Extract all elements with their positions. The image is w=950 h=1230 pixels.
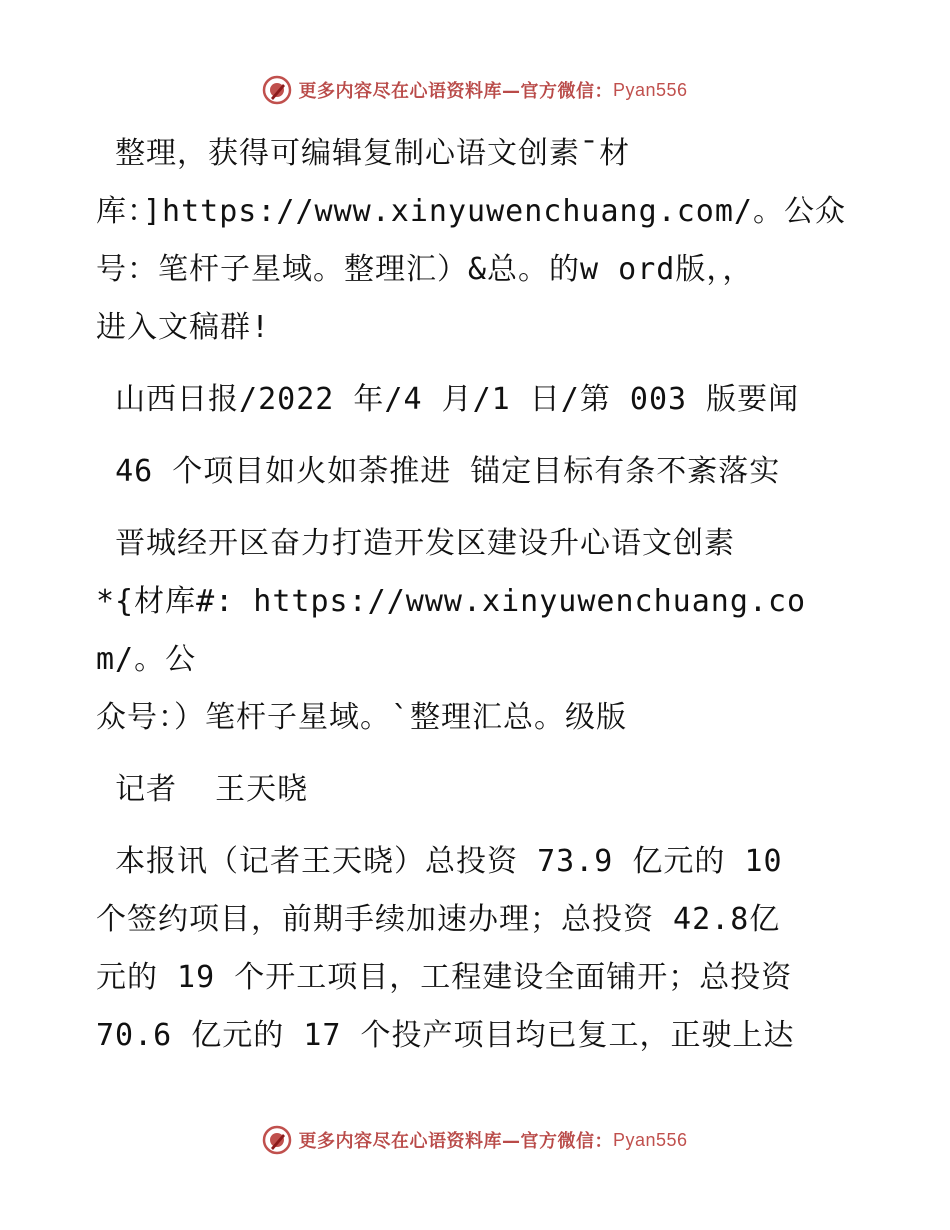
header-watermark-banner — [0, 70, 950, 110]
footer-watermark-banner — [0, 1120, 950, 1160]
pen-logo-icon — [262, 75, 292, 105]
article-headline: 46 个项目如火如荼推进 锚定目标有条不紊落实 — [96, 454, 781, 489]
banner-text: 更多内容尽在心语资料库—官方微信： — [298, 81, 613, 102]
reporter-byline: 记者 王天晓 — [96, 772, 309, 807]
banner-wechat-id: Pyan556 — [612, 1129, 688, 1150]
intro-paragraph: 整理，获得可编辑复制心语文创素¯材 库：]https://www.xinyuwenchuang.com/。公众 号：笔杆子星域。整理汇）&总。的w ord版，， 进入文稿群! — [96, 136, 846, 345]
banner-wechat-id: Pyan556 — [612, 79, 688, 100]
banner-text: 更多内容尽在心语资料库—官方微信： — [298, 1131, 613, 1152]
article-body-paragraph: 本报讯（记者王天晓）总投资 73.9 亿元的 10 个签约项目，前期手续加速办理；总投资 42.8亿 元的 19 个开工项目，工程建设全面铺开；总投资 70.6 亿元的 17 个投产项目均已复工，正驶上达 — [96, 844, 795, 1053]
pen-logo-icon — [262, 1125, 292, 1155]
source-line: 山西日报/2022 年/4 月/1 日/第 003 版要闻 — [96, 382, 800, 417]
article-subheadline: 晋城经开区奋力打造开发区建设升心语文创素 *{材库#: https://www.xinyuwenchuang.com/。公 众号：）笔杆子星域。`整理汇总。级版 — [96, 526, 807, 735]
document-body — [96, 125, 856, 1079]
